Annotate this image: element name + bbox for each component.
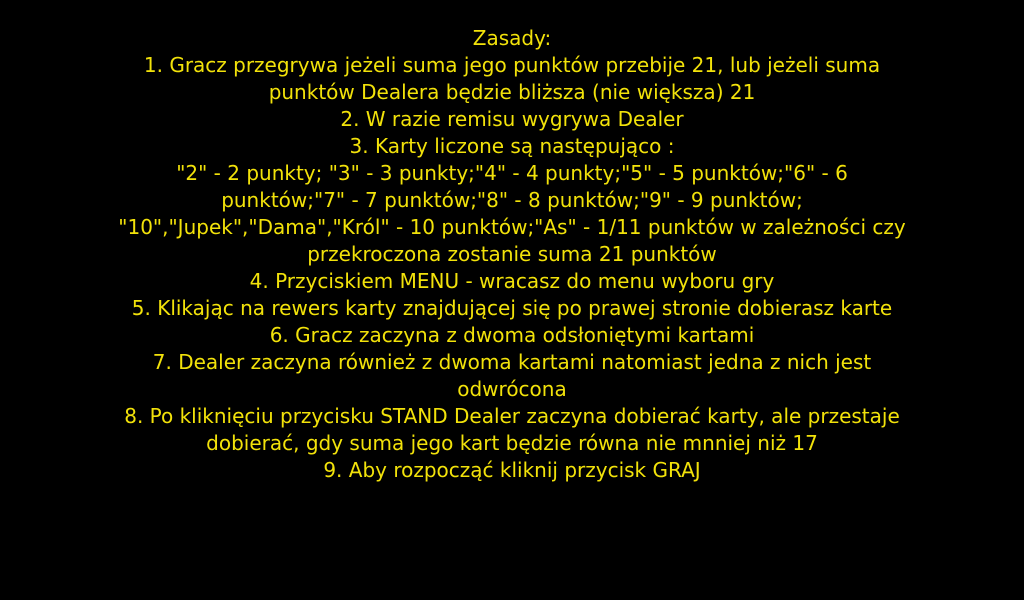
rule-line: 7. Dealer zaczyna również z dwoma kartami natomiast jedna z nich jest [152, 350, 872, 374]
rule-line: 4. Przyciskiem MENU - wracasz do menu wyboru gry [249, 269, 775, 293]
rule-line: przekroczona zostanie suma 21 punktów [307, 242, 717, 266]
rule-line: 8. Po kliknięciu przycisku STAND Dealer zaczyna dobierać karty, ale przestaje [124, 404, 900, 428]
rule-line: 3. Karty liczone są następująco : [349, 134, 675, 158]
rule-line: 5. Klikając na rewers karty znajdującej się po prawej stronie dobierasz karte [131, 296, 893, 320]
rule-line: "2" - 2 punkty; "3" - 3 punkty;"4" - 4 punkty;"5" - 5 punktów;"6" - 6 [176, 161, 848, 185]
rule-line: punktów Dealera będzie bliższa (nie większa) 21 [268, 80, 756, 104]
rules-title: Zasady: [472, 26, 552, 50]
rule-line: punktów;"7" - 7 punktów;"8" - 8 punktów;"9" - 9 punktów; [221, 188, 803, 212]
rule-line: 6. Gracz zaczyna z dwoma odsłoniętymi kartami [269, 323, 755, 347]
rule-line: 9. Aby rozpocząć kliknij przycisk GRAJ [323, 458, 701, 482]
rules-panel [0, 25, 1024, 484]
rule-line: 2. W razie remisu wygrywa Dealer [340, 107, 684, 131]
rule-line: 1. Gracz przegrywa jeżeli suma jego punktów przebije 21, lub jeżeli suma [143, 53, 881, 77]
rule-line: dobierać, gdy suma jego kart będzie równa nie mnniej niż 17 [206, 431, 818, 455]
rule-line: "10","Jupek","Dama","Król" - 10 punktów;"As" - 1/11 punktów w zależności czy [118, 215, 906, 239]
rule-line: odwrócona [457, 377, 567, 401]
